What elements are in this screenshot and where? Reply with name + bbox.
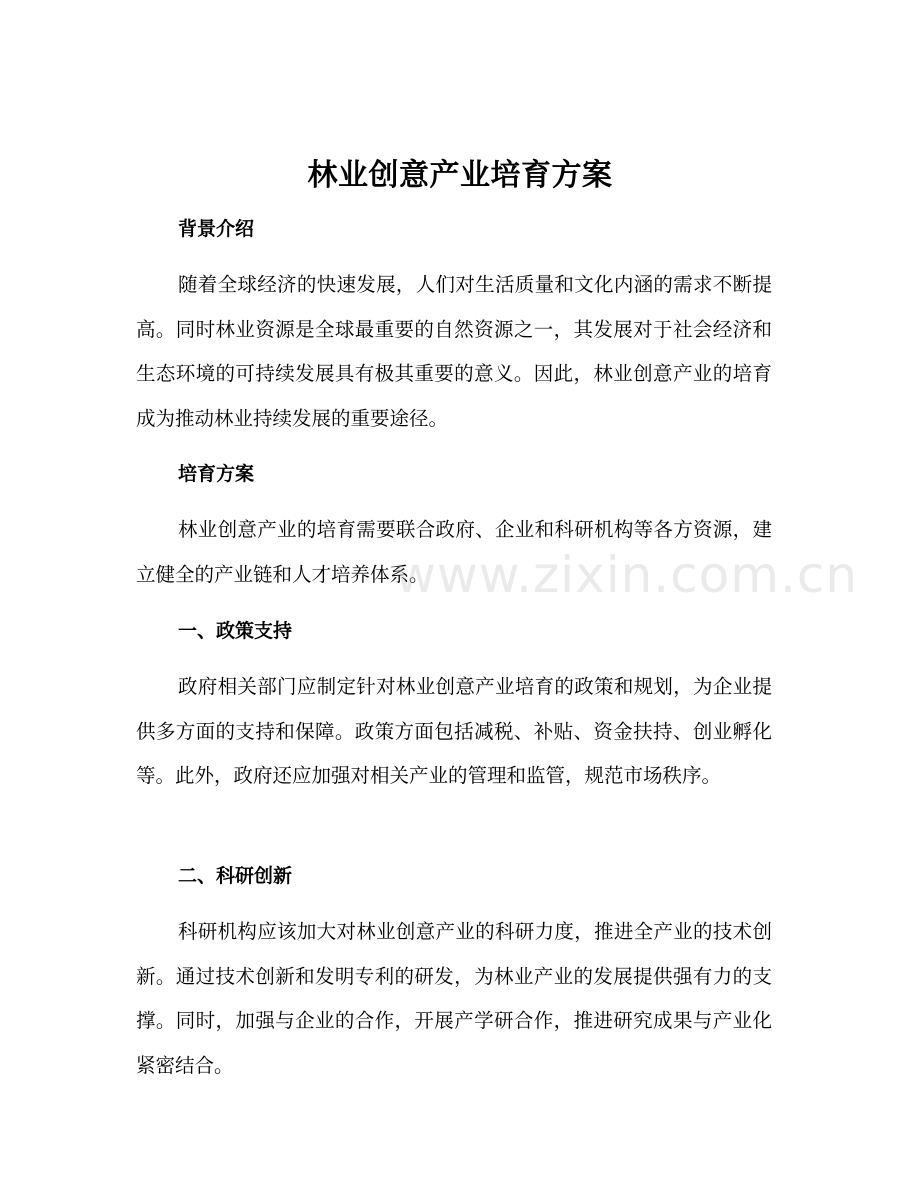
section-heading-plan: 培育方案 — [178, 463, 255, 485]
section-heading-background: 背景介绍 — [178, 218, 255, 240]
watermark: www.zixin.com.cn — [395, 546, 859, 604]
section-paragraph-policy: 政府相关部门应制定针对林业创意产业培育的政策和规划，为企业提供多方面的支持和保障。政策方面包括减税、补贴、资金扶持、创业孵化等。此外，政府还应加强对相关产业的管理和监管，规范市场秩序。 — [136, 675, 772, 787]
section-paragraph-plan: 林业创意产业的培育需要联合政府、企业和科研机构等各方资源，建立健全的产业链和人才培养体系。 — [136, 518, 772, 586]
document-title: 林业创意产业培育方案 — [307, 158, 613, 193]
section-paragraph-background: 随着全球经济的快速发展，人们对生活质量和文化内涵的需求不断提高。同时林业资源是全球最重要的自然资源之一，其发展对于社会经济和生态环境的可持续发展具有极其重要的意义。因此，林业创意产业的培育成为推动林业持续发展的重要途径。 — [136, 273, 772, 430]
section-paragraph-research: 科研机构应该加大对林业创意产业的科研力度，推进全产业的技术创新。通过技术创新和发明专利的研发，为林业产业的发展提供强有力的支撑。同时，加强与企业的合作，开展产学研合作，推进研究成果与产业化紧密结合。 — [136, 920, 772, 1077]
section-heading-policy: 一、政策支持 — [178, 620, 293, 642]
section-heading-research: 二、科研创新 — [178, 865, 293, 887]
